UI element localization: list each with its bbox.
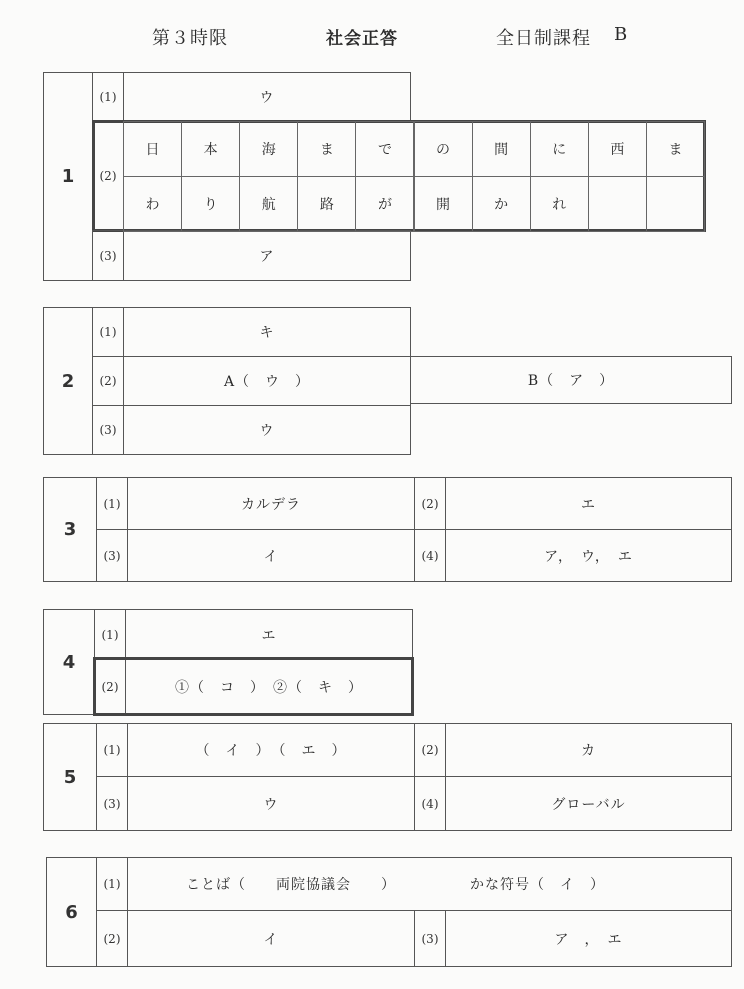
question-2-number: 2	[43, 307, 93, 455]
answer-char-cell: 海	[239, 121, 298, 177]
q3-part2-label: (2)	[414, 477, 446, 530]
q6-part3-answer: ア ， エ	[445, 910, 732, 967]
answer-char-cell: 本	[181, 121, 240, 177]
answer-char-cell: ま	[646, 121, 705, 177]
q2-part1-label: (1)	[92, 307, 124, 357]
q1-part1-answer: ウ	[123, 72, 411, 122]
question-1-number: 1	[43, 72, 93, 281]
q4-part1-label: (1)	[94, 609, 126, 660]
answer-char-cell: に	[530, 121, 589, 177]
answer-char-cell: 間	[472, 121, 531, 177]
q1-part3-label: (3)	[92, 230, 124, 281]
answer-char-cell: 航	[239, 176, 298, 232]
answer-char-cell: 西	[588, 121, 647, 177]
q5-part4-answer: グローバル	[445, 776, 732, 831]
q3-part2-answer: エ	[445, 477, 732, 530]
q2-part1-answer: キ	[123, 307, 411, 357]
answer-char-cell: 開	[414, 176, 473, 232]
period-label: 第３時限	[152, 28, 228, 49]
q2-part3-answer: ウ	[123, 405, 411, 455]
q3-part3-label: (3)	[96, 529, 128, 582]
q2-part2-answer-b: B（ ア ）	[410, 356, 732, 404]
question-4-number: 4	[43, 609, 95, 715]
q3-part4-label: (4)	[414, 529, 446, 582]
q6-part3-label: (3)	[414, 910, 446, 967]
question-5-number: 5	[43, 723, 97, 831]
question-6-number: 6	[46, 857, 97, 967]
q5-part1-answer: （ イ ） （ エ ）	[127, 723, 415, 777]
version-label: B	[614, 24, 629, 45]
q2-part2-label: (2)	[92, 356, 124, 406]
q5-part3-label: (3)	[96, 776, 128, 831]
answer-char-cell: わ	[123, 176, 182, 232]
answer-char-cell: か	[472, 176, 531, 232]
q3-part4-answer: ア， ウ， エ	[445, 529, 732, 582]
q1-part2-label: (2)	[92, 121, 124, 231]
answer-char-cell: れ	[530, 176, 589, 232]
q1-part1-label: (1)	[92, 72, 124, 122]
q4-part1-answer: エ	[125, 609, 413, 660]
answer-char-cell: が	[355, 176, 414, 232]
q6-part2-label: (2)	[96, 910, 128, 967]
q1-part3-answer: ア	[123, 230, 411, 281]
answer-char-cell: 日	[123, 121, 182, 177]
answer-char-cell: ま	[297, 121, 356, 177]
q6-part1-label: (1)	[96, 857, 128, 911]
q5-part1-label: (1)	[96, 723, 128, 777]
answer-char-cell: で	[355, 121, 414, 177]
q4-part2-label: (2)	[94, 659, 126, 715]
q5-part4-label: (4)	[414, 776, 446, 831]
q3-part1-label: (1)	[96, 477, 128, 530]
q3-part1-answer: カルデラ	[127, 477, 415, 530]
course-label: 全日制課程	[496, 28, 591, 49]
q3-part3-answer: イ	[127, 529, 415, 582]
q5-part2-label: (2)	[414, 723, 446, 777]
q2-part3-label: (3)	[92, 405, 124, 455]
subject-title: 社会正答	[326, 29, 398, 49]
answer-char-cell	[588, 176, 647, 232]
q4-part2-answer: ①（ コ ） ②（ キ ）	[125, 659, 413, 715]
q6-part1-answer-row	[127, 857, 732, 911]
q5-part3-answer: ウ	[127, 776, 415, 831]
question-3-number: 3	[43, 477, 97, 582]
q5-part2-answer: カ	[445, 723, 732, 777]
q6-part2-answer: イ	[127, 910, 415, 967]
answer-char-cell: り	[181, 176, 240, 232]
q2-part2-answer-a: A（ ウ ）	[123, 356, 411, 406]
q6-part1-answer-word: ことば（ 両院協議会 ）	[186, 877, 396, 893]
answer-char-cell: 路	[297, 176, 356, 232]
answer-char-cell	[646, 176, 705, 232]
answer-char-cell: の	[414, 121, 473, 177]
q6-part1-answer-symbol: かな符号（ イ ）	[470, 877, 605, 893]
